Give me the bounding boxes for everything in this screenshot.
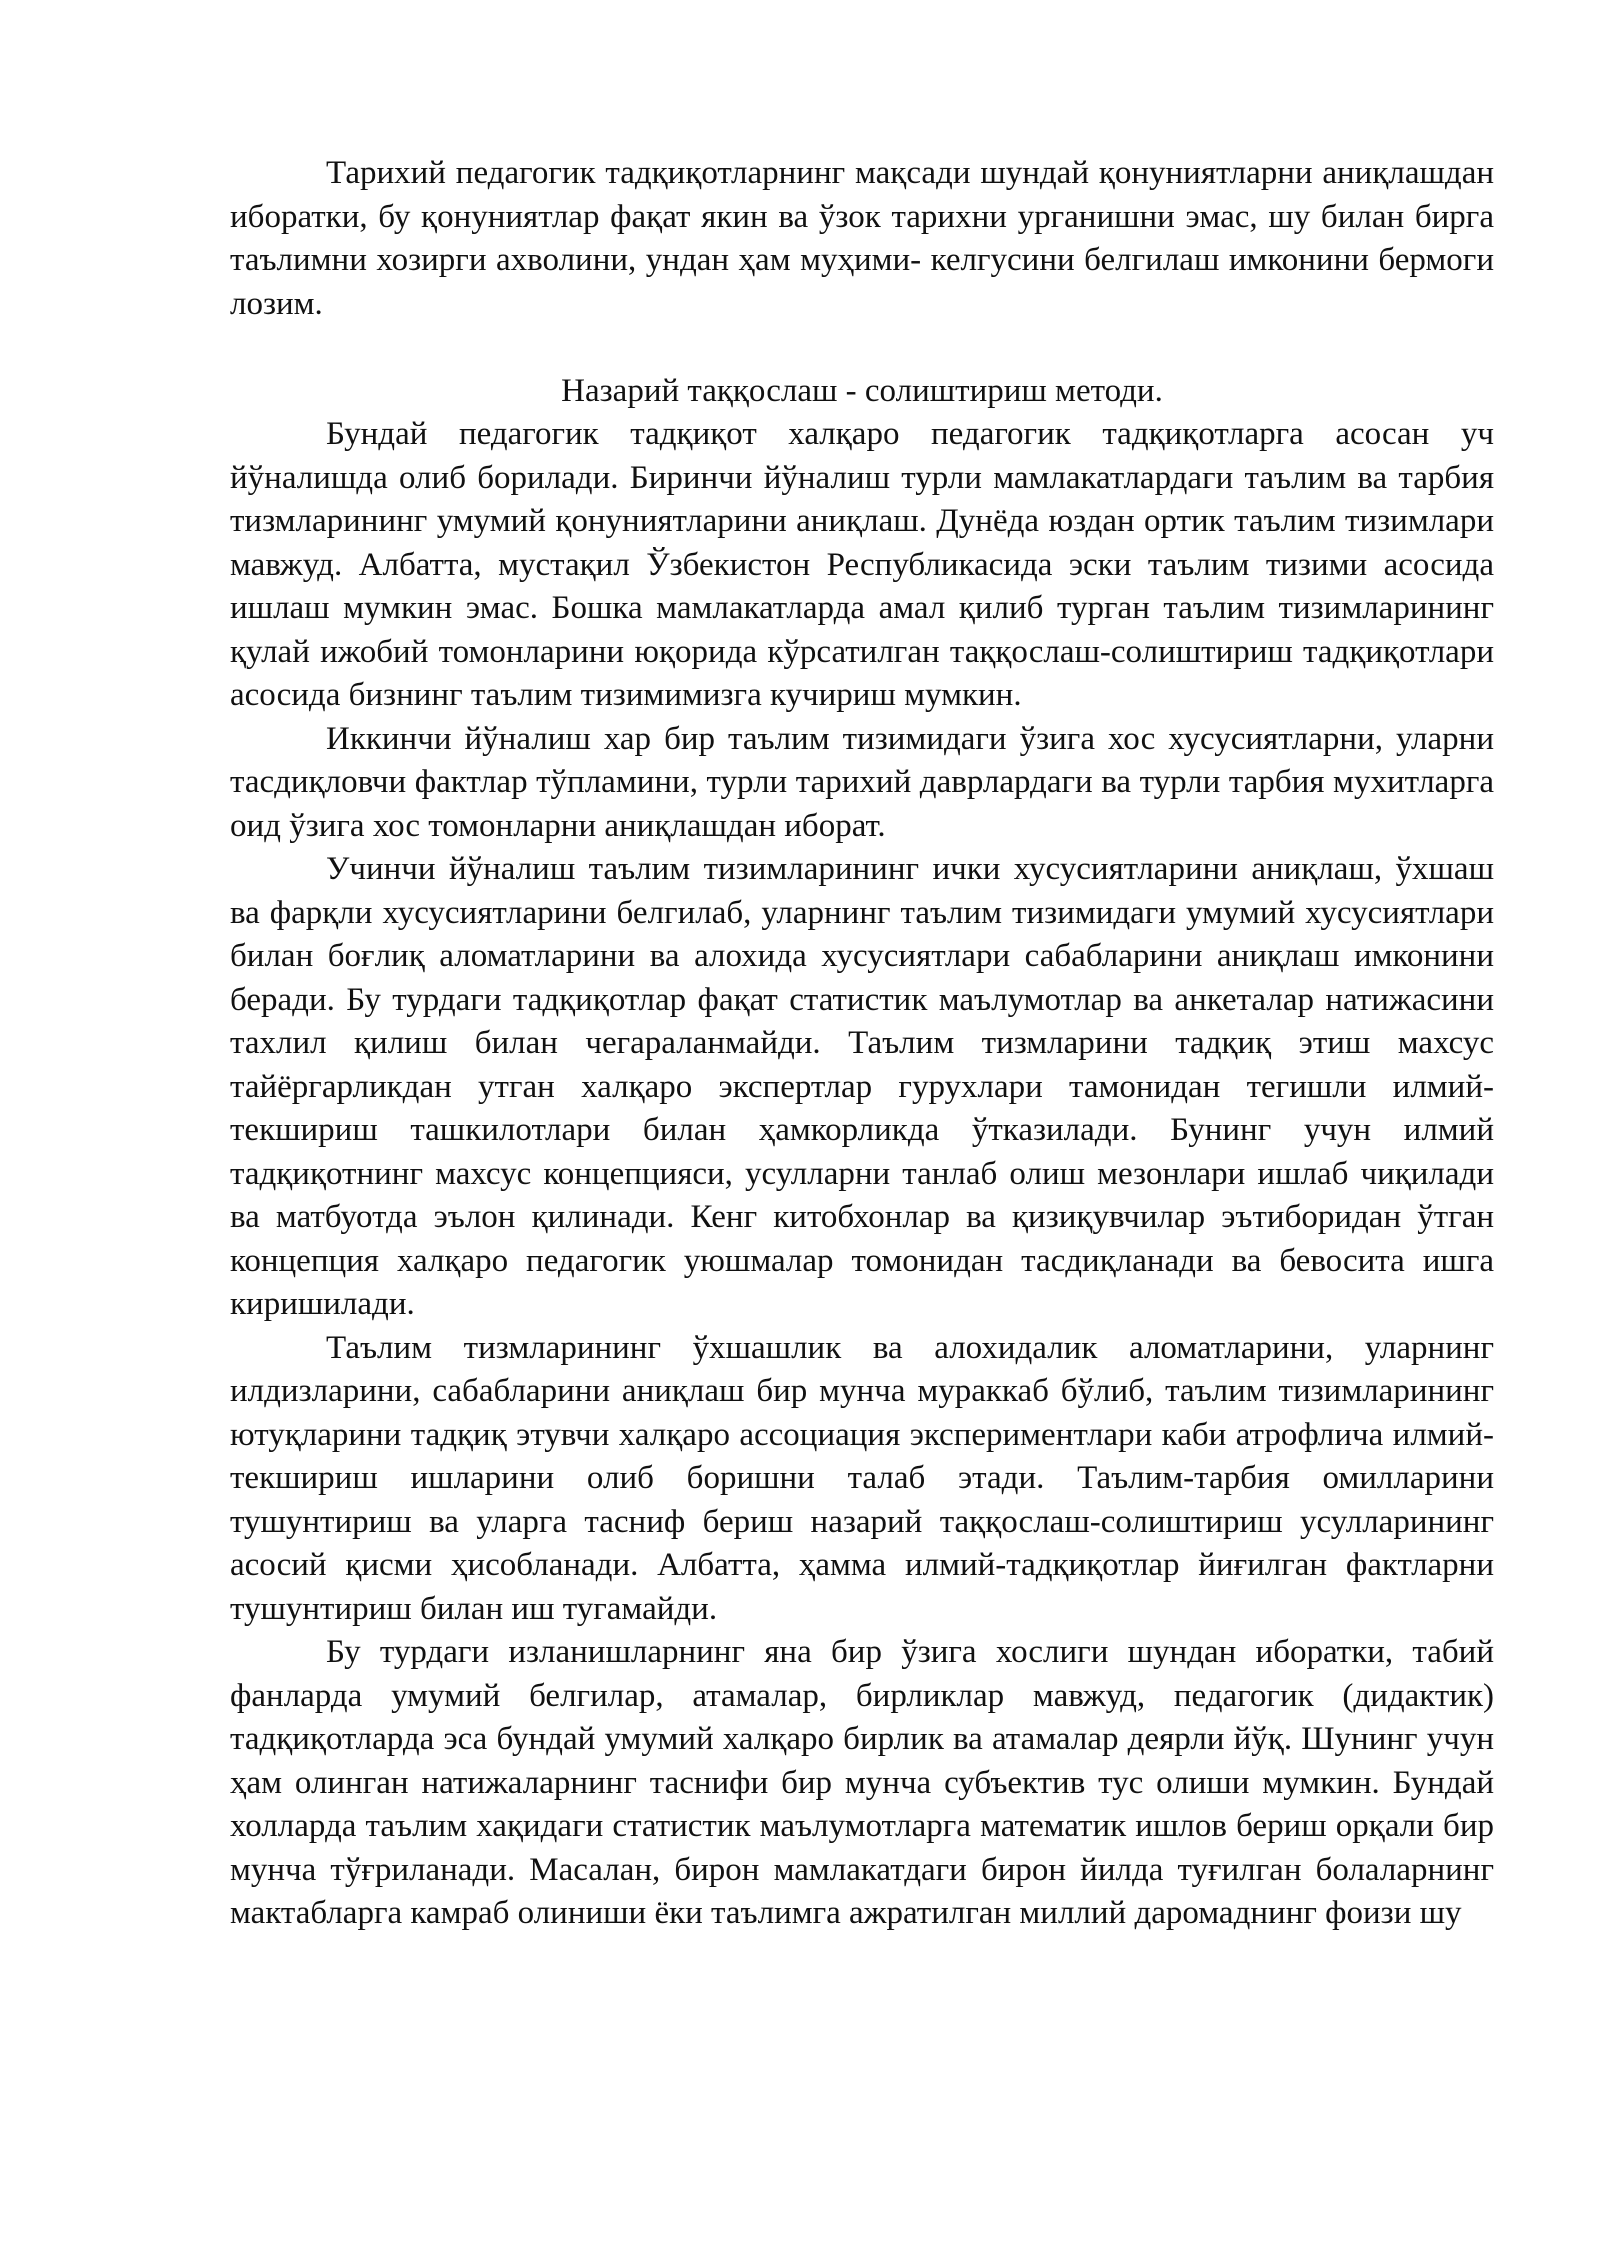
document-page xyxy=(230,152,1494,1936)
paragraph-intro: Тарихий педагогик тадқиқотларнинг мақсади шундай қонуниятларни аниқлашдан иборатки, бу қонуниятлар фақат якин ва ўзок тарихни урганишни эмас, шу билан бирга таълимни хозирги ахволини, ундан ҳам муҳими- келгусини белгилаш имконини бермоги лозим. xyxy=(230,155,1494,322)
paragraph-2: Иккинчи йўналиш хар бир таълим тизимидаги ўзига хос хусусиятларни, уларни тасдиқловчи фактлар тўпламини, турли тарихий даврлардаги ва турли тарбия мухитларга оид ўзига хос томонларни аниқлашдан иборат. xyxy=(230,720,1494,844)
paragraph-5: Бу турдаги изланишларнинг яна бир ўзига хослиги шундан иборатки, табий фанларда умумий белгилар, атамалар, бирликлар мавжуд, педагогик (дидактик) тадқиқотларда эса бундай умумий халқаро бирлик ва атамалар деярли йўқ. Шунинг учун ҳам олинган натижаларнинг таснифи бир мунча субъектив тус олиши мумкин. Бундай холларда таълим хақидаги статистик маълумотларга математик ишлов бериш орқали бир мунча тўғриланади. Масалан, бирон мамлакатдаги бирон йилда туғилган болаларнинг мактабларга камраб олиниши ёки таълимга ажратилган миллий даромаднинг фоизи шу xyxy=(230,1634,1494,1931)
paragraph-3: Учинчи йўналиш таълим тизимларининг ички хусусиятларини аниқлаш, ўхшаш ва фарқли хусусиятларини белгилаб, уларнинг таълим тизимидаги умумий хусусиятлари билан боғлиқ аломатларини ва алохида хусусиятлари сабабларини аниқлаш имконини беради. Бу турдаги тадқиқотлар фақат статистик маълумотлар ва анкеталар натижасини тахлил қилиш билан чегараланмайди. Таълим тизмларини тадқиқ этиш махсус тайёргарликдан утган халқаро экспертлар гурухлари тамонидан тегишли илмий-текшириш ташкилотлари билан ҳамкорликда ўтказилади. Бунинг учун илмий тадқиқотнинг махсус концепцияси, усулларни танлаб олиш мезонлари ишлаб чиқилади ва матбуотда эълон қилинади. Кенг китобхонлар ва қизиқувчилар эътиборидан ўтган концепция халқаро педагогик уюшмалар томонидан тасдиқланади ва бевосита ишга киришилади. xyxy=(230,851,1494,1322)
blank-line xyxy=(230,326,1494,370)
section-heading: Назарий таққослаш - солиштириш методи. xyxy=(561,372,1163,409)
paragraph-1: Бундай педагогик тадқиқот халқаро педагогик тадқиқотларга асосан уч йўналишда олиб борилади. Биринчи йўналиш турли мамлакатлардаги таълим ва тарбия тизмларининг умумий қонуниятларини аниқлаш. Дунёда юздан ортик таълим тизимлари мавжуд. Албатта, мустақил Ўзбекистон Республикасида эски таълим тизими асосида ишлаш мумкин эмас. Бошка мамлакатларда амал қилиб турган таълим тизимларининг қулай ижобий томонларини юқорида кўрсатилган таққослаш-солиштириш тадқиқотлари асосида бизнинг таълим тизимимизга кучириш мумкин. xyxy=(230,416,1494,713)
paragraph-4: Таълим тизмларининг ўхшашлик ва алохидалик аломатларини, уларнинг илдизларини, сабабларини аниқлаш бир мунча мураккаб бўлиб, таълим тизимларининг ютуқларини тадқиқ этувчи халқаро ассоциация экспериментлари каби атрофлича илмий-текшириш ишларини олиб боришни талаб этади. Таълим-тарбия омилларини тушунтириш ва уларга тасниф бериш назарий таққослаш-солиштириш усулларининг асосий қисми ҳисобланади. Албатта, ҳамма илмий-тадқиқотлар йиғилган фактларни тушунтириш билан иш тугамайди. xyxy=(230,1329,1494,1627)
